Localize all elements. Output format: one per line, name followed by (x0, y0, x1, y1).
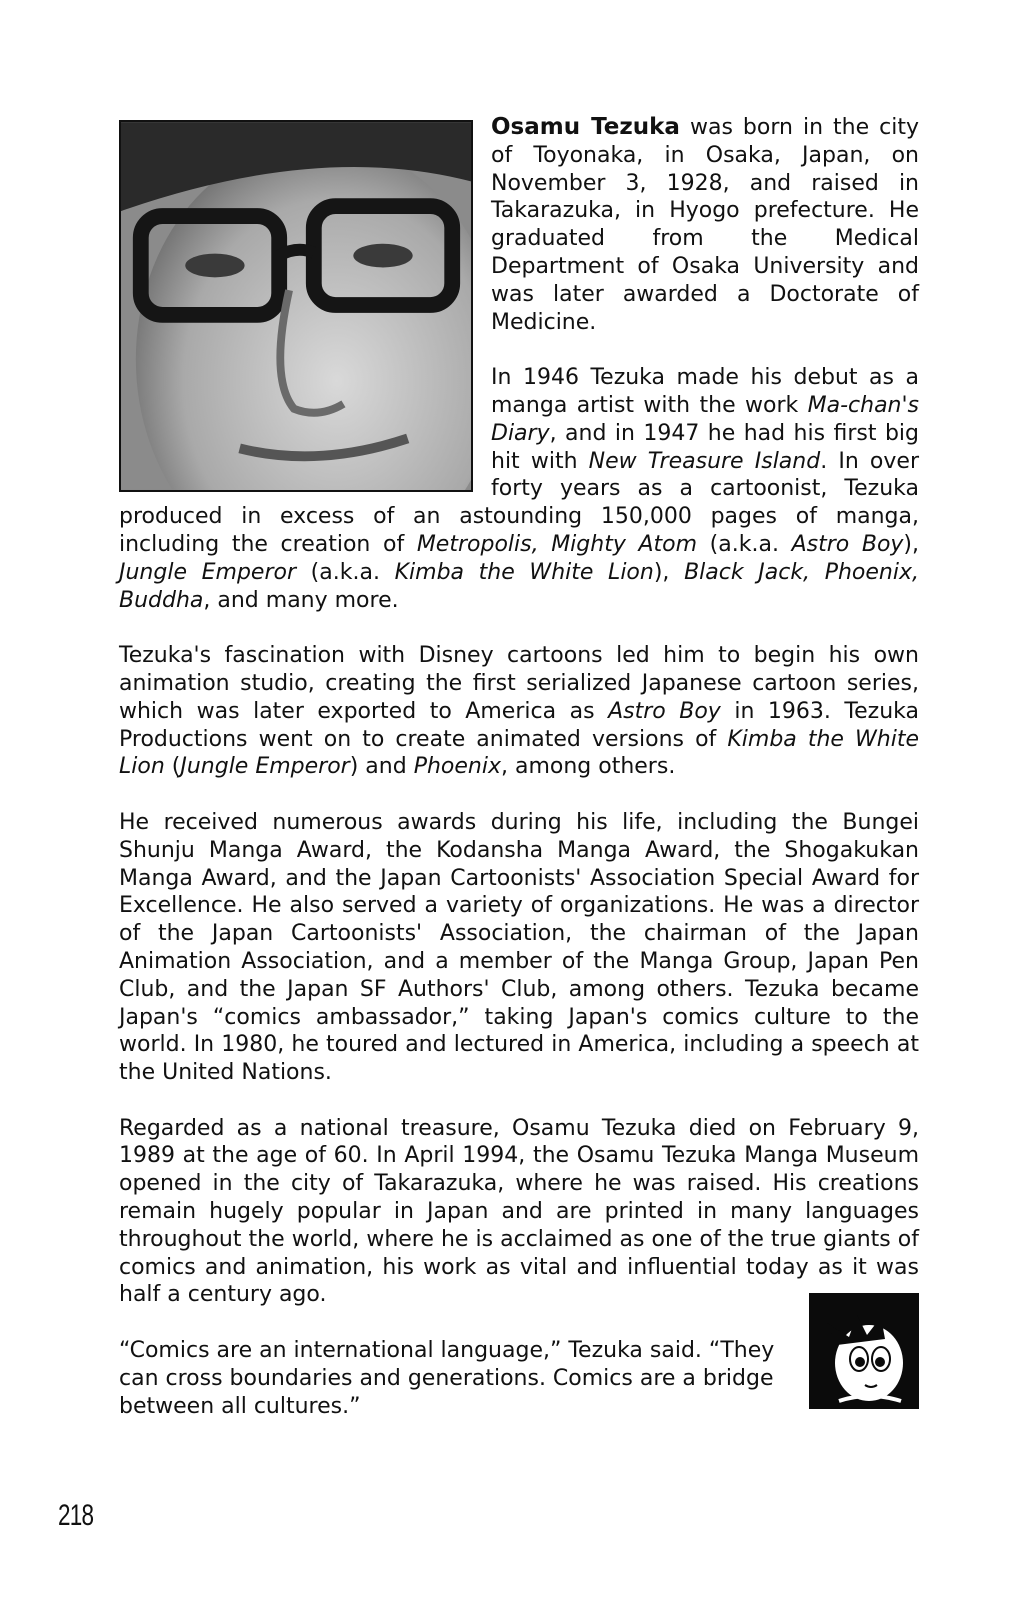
astro-boy-illustration (809, 1293, 919, 1409)
quote-text: “Comics are an international language,” Tezuka said. “They can cross boundaries and generations. Comics are a bridge between all cultures.” (119, 1338, 775, 1419)
paragraph-animation: Tezuka's fascination with Disney cartoons led him to begin his own animation studio, creating the first serialized Japanese cartoon series, which was later exported to America as Astro Boy in 1963. Tezuka Productions went on to create animated versions of Kimba the White Lion (Jungle Emperor) and Phoenix, among others. (119, 643, 919, 780)
biography-text (119, 114, 919, 1420)
page-number: 218 (58, 1499, 94, 1532)
paragraph-birth: Osamu Tezuka was born in the city of Toyonaka, in Osaka, Japan, on November 3, 1928, and raised in Takarazuka, in Hyogo prefecture. He graduated from the Medical Department of Osaka University and was later awarded a Doctorate of Medicine. (491, 114, 919, 335)
quote-block (119, 1337, 919, 1420)
paragraph-legacy: Regarded as a national treasure, Osamu Tezuka died on February 9, 1989 at the age of 60. In April 1994, the Osamu Tezuka Manga Museum opened in the city of Takarazuka, where he was raised. His creations remain hugely popular in Japan and are printed in many languages throughout the world, where he is acclaimed as one of the true giants of comics and animation, his work as vital and influential today as it was half a century ago. (119, 1115, 919, 1308)
author-portrait-photo (119, 120, 473, 492)
paragraph-awards: He received numerous awards during his life, including the Bungei Shunju Manga Award, the Kodansha Manga Award, the Shogakukan Manga Award, and the Japan Cartoonists' Association Special Award for Excellence. He also served a variety of organizations. He was a director of the Japan Cartoonists' Association, the chairman of the Japan Animation Association, and a member of the Manga Group, Japan Pen Club, and the Japan SF Authors' Club, among others. Tezuka became Japan's “comics ambassador,” taking Japan's comics culture to the world. In 1980, he toured and lectured in America, including a speech at the United Nations. (119, 809, 919, 1086)
author-name: Osamu Tezuka (491, 114, 680, 140)
paragraph-debut: In 1946 Tezuka made his debut as a manga artist with the work Ma-chan's Diary, and in 1947 he had his first big hit with New Treasure Island. In over forty years as a cartoonist, Tezuka produced in excess of an astounding 150,000 pages of manga, including the creation of Metropolis, Mighty Atom (a.k.a. Astro Boy), Jungle Emperor (a.k.a. Kimba the White Lion), Black Jack, Phoenix, Buddha, and many more. (119, 365, 919, 613)
